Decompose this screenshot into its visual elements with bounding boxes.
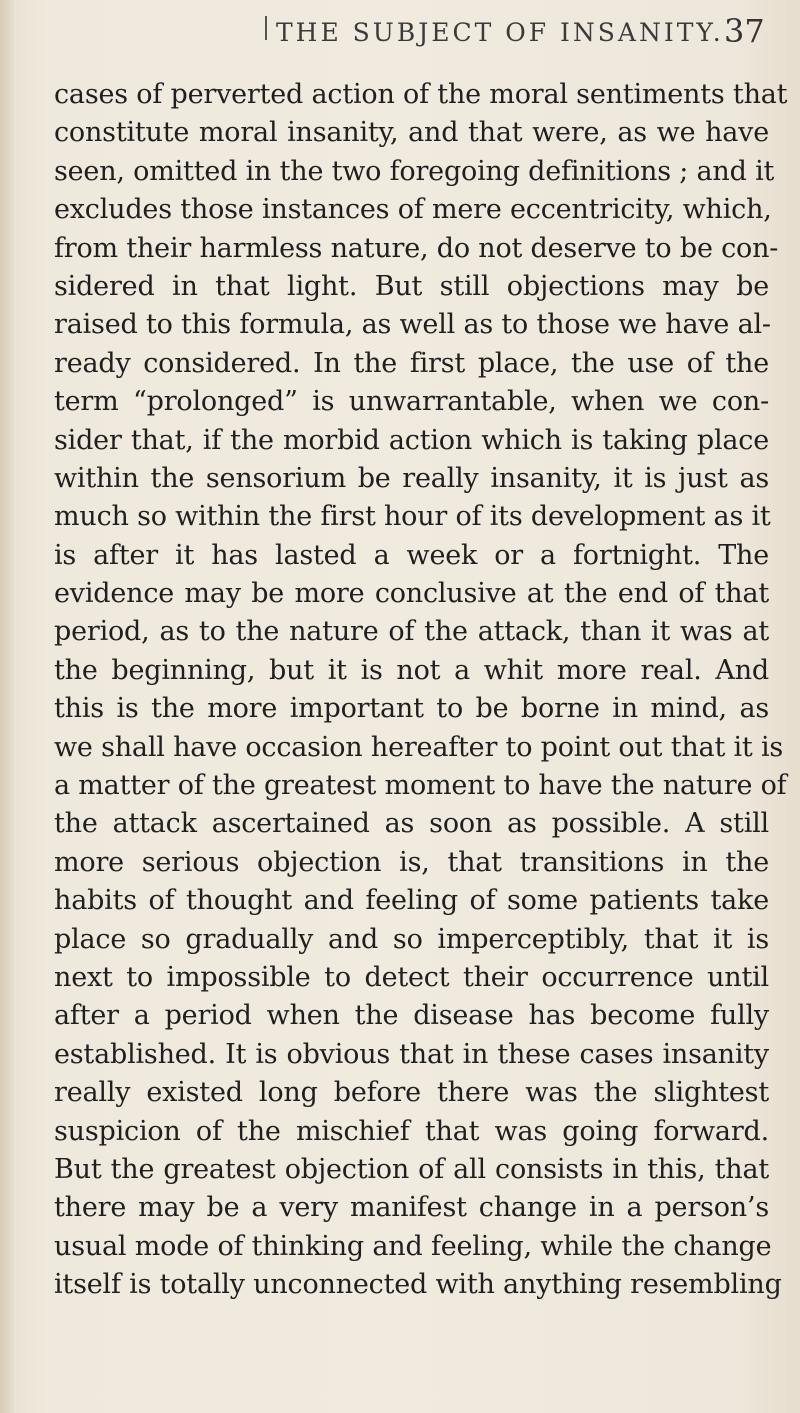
header-mark xyxy=(265,16,267,40)
text-line: there may be a very manifest change in a person’s xyxy=(54,1192,769,1224)
page-gutter xyxy=(0,0,14,1413)
text-line: more serious objection is, that transitions in the xyxy=(54,846,769,878)
text-line: period, as to the nature of the attack, than it was at xyxy=(54,616,769,648)
text-line: next to impossible to detect their occurrence until xyxy=(54,961,769,993)
text-line: evidence may be more conclusive at the end of that xyxy=(54,578,769,610)
text-line: from their harmless nature, do not deserve to be con- xyxy=(54,232,779,264)
text-line: habits of thought and feeling of some patients take xyxy=(54,885,769,917)
text-line: suspicion of the mischief that was going forward. xyxy=(54,1115,769,1147)
text-line: term “prolonged” is unwarrantable, when we con- xyxy=(54,386,769,418)
text-line: this is the more important to be borne in mind, as xyxy=(54,693,769,725)
text-line: itself is totally unconnected with anything resembling xyxy=(54,1269,782,1301)
text-line: is after it has lasted a week or a fortnight. The xyxy=(54,539,769,571)
text-line: constitute moral insanity, and that were, as we have xyxy=(54,117,769,149)
text-line: sidered in that light. But still objections may be xyxy=(54,270,769,302)
text-line: a matter of the greatest moment to have the nature of xyxy=(54,770,787,802)
text-line: usual mode of thinking and feeling, while the change xyxy=(54,1230,772,1262)
running-title: THE SUBJECT OF INSANITY. xyxy=(276,18,724,47)
text-line: the attack ascertained as soon as possible. A still xyxy=(54,808,769,840)
text-line: cases of perverted action of the moral sentiments that xyxy=(54,79,788,110)
text-line: after a period when the disease has become fully xyxy=(54,1000,769,1032)
body-text xyxy=(54,76,788,1305)
text-line: excludes those instances of mere eccentricity, which, xyxy=(54,194,772,226)
text-line: much so within the first hour of its development as it xyxy=(54,501,771,533)
text-line: sider that, if the morbid action which is taking place xyxy=(54,424,769,456)
text-line: really existed long before there was the slightest xyxy=(54,1077,769,1109)
page-number: 37 xyxy=(724,12,765,50)
running-head xyxy=(0,12,800,56)
text-line: ready considered. In the first place, the use of the xyxy=(54,347,769,379)
text-line: we shall have occasion hereafter to point out that it is xyxy=(54,731,784,763)
text-line: seen, omitted in the two foregoing definitions ; and it xyxy=(54,155,775,187)
text-line: But the greatest objection of all consists in this, that xyxy=(54,1153,769,1185)
text-line: the beginning, but it is not a whit more real. And xyxy=(54,654,769,686)
text-line: raised to this formula, as well as to those we have al- xyxy=(54,309,771,341)
text-line: within the sensorium be really insanity, it is just as xyxy=(54,462,769,494)
text-line: established. It is obvious that in these cases insanity xyxy=(54,1038,769,1070)
text-line: place so gradually and so imperceptibly, that it is xyxy=(54,923,769,955)
